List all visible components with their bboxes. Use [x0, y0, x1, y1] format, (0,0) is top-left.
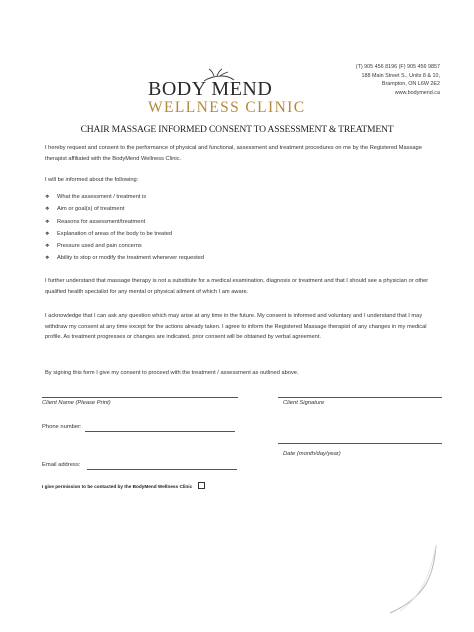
- clinic-contact-info: [300, 63, 440, 97]
- permission-row: [42, 482, 205, 489]
- date-field[interactable]: [278, 443, 442, 444]
- bullet-icon: ❖: [45, 206, 50, 213]
- consent-paragraph-not-substitute: I further understand that massage therapy is not a substitute for a medical examination, diagnosis or treatment and that I should see a physician or other qualified health specialist for any mental or physical ailment of which I am aware.: [45, 278, 429, 295]
- contact-phone-fax: (T) 905 456 8196 (F) 905 456 9857: [355, 64, 440, 70]
- bullet-icon: ❖: [45, 230, 50, 237]
- list-item: ❖ Reasons for assessment/treatment: [45, 216, 425, 228]
- document-title: CHAIR MASSAGE INFORMED CONSENT TO ASSESSMENT & TREATMENT: [80, 124, 394, 135]
- list-item: ❖ Aim or goal(s) of treatment: [45, 203, 425, 215]
- email-label: Email address:: [42, 462, 81, 468]
- list-item: ❖ Ability to stop or modify the treatment whenever requested: [45, 252, 425, 264]
- client-name-field[interactable]: [42, 397, 238, 398]
- informed-items-list: [45, 191, 425, 265]
- brand-name: BODY MEND: [148, 78, 273, 100]
- consent-paragraph-request: I hereby request and consent to the performance of physical and functional, assessment and treatment procedures on me by the Registered Massage therapist affiliated with the BodyMend Wellness Clinic.: [45, 145, 422, 162]
- bullet-icon: ❖: [45, 243, 50, 250]
- consent-paragraph-signing: By signing this form I give my consent to proceed with the treatment / assessment as outlined above.: [45, 370, 299, 376]
- consent-paragraph-informed-intro: I will be informed about the following:: [45, 177, 139, 183]
- list-item: ❖ Explanation of areas of the body to be treated: [45, 228, 425, 240]
- brand-subtitle: WELLNESS CLINIC: [148, 99, 306, 116]
- permission-label: I give permission to be contacted by the BodyMend Wellness Clinic: [42, 484, 193, 489]
- bullet-icon: ❖: [45, 255, 50, 262]
- page-curl-icon: [386, 545, 438, 615]
- list-item: ❖ Pressure used and pain concerns: [45, 240, 425, 252]
- contact-city: Brampton, ON L6W 2E2: [381, 81, 440, 88]
- phone-label: Phone number:: [42, 424, 82, 430]
- list-item: ❖ What the assessment / treatment is: [45, 191, 425, 203]
- contact-website[interactable]: www.bodymend.ca: [394, 89, 440, 96]
- consent-paragraph-acknowledge: I acknowledge that I can ask any question which may arise at any time in the future. My consent is informed and voluntary and I understand that I may withdraw my consent at any time except for the actions already taken. I agree to inform the Registered Massage therapist of any changes in my medical profile. As treatment progresses or changes are indicated, prior consent will be obtained by verbal agreement.: [45, 313, 427, 341]
- client-signature-label: Client Signature: [283, 400, 325, 406]
- bullet-icon: ❖: [45, 194, 50, 200]
- date-label: Date (month/day/year): [283, 451, 341, 457]
- phone-field[interactable]: [85, 431, 235, 432]
- permission-checkbox[interactable]: [198, 482, 205, 489]
- email-field[interactable]: [87, 469, 237, 470]
- client-signature-field[interactable]: [278, 397, 442, 398]
- client-name-label: Client Name (Please Print): [42, 400, 111, 406]
- contact-street: 188 Main Street S., Units 8 & 10,: [361, 72, 440, 79]
- bullet-icon: ❖: [45, 218, 50, 225]
